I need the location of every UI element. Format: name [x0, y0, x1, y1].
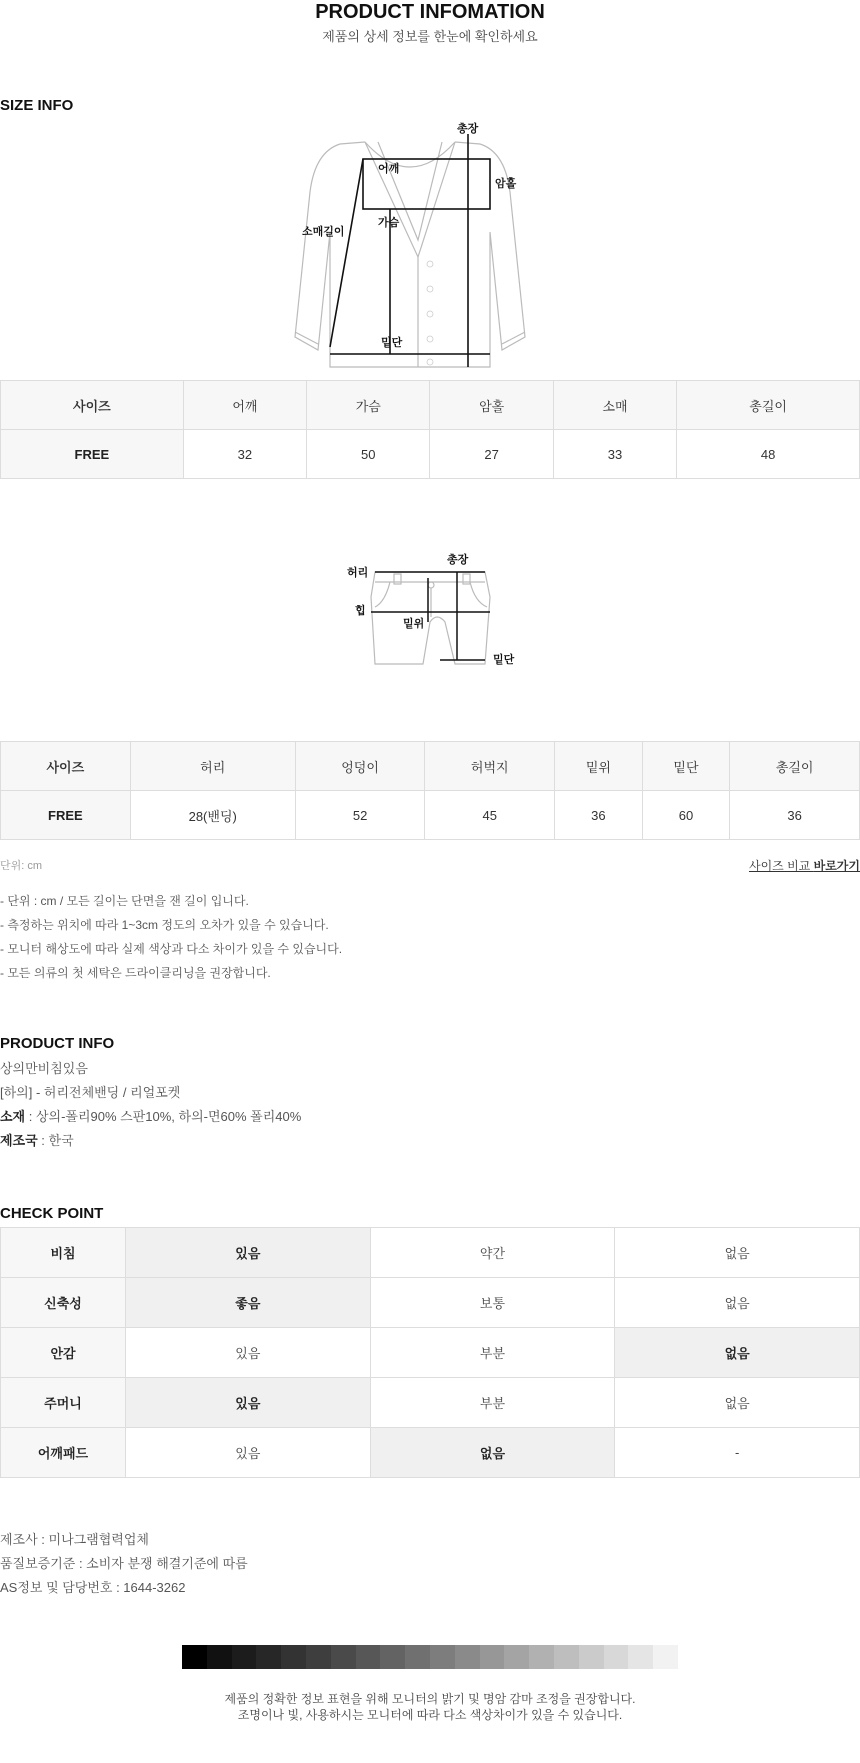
- grayscale-swatch: [405, 1645, 430, 1669]
- check-option: 없음: [615, 1278, 860, 1328]
- check-option: 보통: [370, 1278, 615, 1328]
- table-cell: FREE: [1, 430, 184, 479]
- table-header: 총길이: [677, 381, 860, 430]
- label-rise: 밑위: [403, 618, 425, 630]
- table-cell: 60: [642, 791, 730, 840]
- check-option: 있음: [126, 1378, 371, 1428]
- grayscale-swatch: [207, 1645, 232, 1669]
- origin-value: : 한국: [37, 1133, 74, 1148]
- grayscale-swatch: [653, 1645, 678, 1669]
- check-option: 없음: [370, 1428, 615, 1478]
- top-size-table: [0, 380, 860, 479]
- size-info-title: SIZE INFO: [0, 97, 74, 114]
- table-row: [1, 430, 860, 479]
- check-option: 있음: [126, 1428, 371, 1478]
- table-header: 가슴: [307, 381, 430, 430]
- grayscale-swatch: [430, 1645, 455, 1669]
- table-header: 암홀: [430, 381, 553, 430]
- label-chest: 가슴: [378, 217, 400, 229]
- label-armhole: 암홀: [495, 178, 517, 190]
- table-cell: 52: [295, 791, 425, 840]
- material-value: : 상의-폴리90% 스판10%, 하의-면60% 폴리40%: [25, 1109, 302, 1124]
- table-header: 사이즈: [1, 742, 131, 791]
- grayscale-swatch: [554, 1645, 579, 1669]
- maker-info: [0, 1528, 248, 1600]
- size-compare-link-bold: 바로가기: [813, 859, 860, 873]
- warranty-line: 품질보증기준 : 소비자 분쟁 해결기준에 따름: [0, 1556, 248, 1571]
- label-total-length: 총장: [457, 123, 479, 135]
- shorts-size-diagram: [345, 552, 520, 672]
- grayscale-swatch: [281, 1645, 306, 1669]
- grayscale-swatch: [529, 1645, 554, 1669]
- check-label: 주머니: [1, 1378, 126, 1428]
- table-header: 소매: [553, 381, 676, 430]
- grayscale-swatch: [182, 1645, 207, 1669]
- info-line: [하의] - 허리전체밴딩 / 리얼포켓: [0, 1085, 181, 1100]
- check-label: 신축성: [1, 1278, 126, 1328]
- note-line: - 모든 의류의 첫 세탁은 드라이클리닝을 권장합니다.: [0, 966, 271, 980]
- material-line: [0, 1105, 301, 1129]
- page-subtitle: 제품의 상세 정보를 한눈에 확인하세요: [322, 29, 538, 44]
- info-line: 상의만비침있음: [0, 1061, 88, 1076]
- table-cell: 33: [553, 430, 676, 479]
- check-option: 약간: [370, 1228, 615, 1278]
- check-option: 있음: [126, 1328, 371, 1378]
- check-point-title: CHECK POINT: [0, 1205, 104, 1222]
- table-header-row: [1, 381, 860, 430]
- table-cell: 27: [430, 430, 553, 479]
- grayscale-swatch: [628, 1645, 653, 1669]
- table-row: [1, 1378, 860, 1428]
- page-title: PRODUCT INFOMATION: [315, 1, 545, 23]
- footer-line: 제품의 정확한 정보 표현을 위해 모니터의 밝기 및 명암 감마 조정을 권장합니다.: [224, 1692, 636, 1706]
- grayscale-swatch: [232, 1645, 257, 1669]
- check-label: 어깨패드: [1, 1428, 126, 1478]
- table-cell: 28(밴딩): [130, 791, 295, 840]
- unit-note: 단위: cm: [0, 860, 43, 872]
- table-header: 허벅지: [425, 742, 555, 791]
- table-header: 엉덩이: [295, 742, 425, 791]
- label-waist: 허리: [347, 567, 369, 579]
- check-option: 부분: [370, 1378, 615, 1428]
- table-header: 총길이: [730, 742, 860, 791]
- label-shoulder: 어깨: [378, 163, 400, 175]
- label-hem: 밑단: [493, 654, 515, 666]
- check-label: 안감: [1, 1328, 126, 1378]
- label-hip: 힙: [355, 605, 366, 617]
- table-header: 사이즈: [1, 381, 184, 430]
- table-cell: FREE: [1, 791, 131, 840]
- footer-note: [0, 1691, 860, 1723]
- grayscale-swatch: [504, 1645, 529, 1669]
- table-cell: 45: [425, 791, 555, 840]
- grayscale-swatch: [356, 1645, 381, 1669]
- note-line: - 측정하는 위치에 따라 1~3cm 정도의 오차가 있을 수 있습니다.: [0, 918, 329, 932]
- grayscale-swatch: [455, 1645, 480, 1669]
- table-header: 밑단: [642, 742, 730, 791]
- table-row: [1, 791, 860, 840]
- grayscale-swatch: [380, 1645, 405, 1669]
- table-header: 밑위: [555, 742, 643, 791]
- check-label: 비침: [1, 1228, 126, 1278]
- footer-line: 조명이나 빛, 사용하시는 모니터에 따라 다소 색상차이가 있을 수 있습니다.: [237, 1708, 623, 1722]
- label-total-length: 총장: [447, 554, 469, 566]
- note-line: - 모니터 해상도에 따라 실제 색상과 다소 차이가 있을 수 있습니다.: [0, 942, 343, 956]
- as-info-line: AS정보 및 담당번호 : 1644-3262: [0, 1580, 186, 1595]
- origin-line: [0, 1129, 301, 1153]
- size-compare-link[interactable]: [749, 857, 860, 874]
- grayscale-swatch: [331, 1645, 356, 1669]
- table-row: [1, 1228, 860, 1278]
- manufacturer-line: 제조사 : 미나그램협력업체: [0, 1532, 149, 1547]
- table-row: [1, 1328, 860, 1378]
- grayscale-swatch: [604, 1645, 629, 1669]
- check-point-table: [0, 1227, 860, 1478]
- note-line: - 단위 : cm / 모든 길이는 단면을 잰 길이 입니다.: [0, 894, 249, 908]
- product-info-lines: [0, 1057, 301, 1153]
- grayscale-swatch: [256, 1645, 281, 1669]
- label-hem: 밑단: [381, 337, 403, 349]
- size-compare-link-prefix: 사이즈 비교: [748, 859, 814, 873]
- grayscale-swatch: [579, 1645, 604, 1669]
- size-notes: [0, 889, 342, 985]
- bottom-size-table: [0, 741, 860, 840]
- table-header-row: [1, 742, 860, 791]
- table-cell: 50: [307, 430, 430, 479]
- table-cell: 48: [677, 430, 860, 479]
- check-option: -: [615, 1428, 860, 1478]
- grayscale-calibration-bar: [182, 1645, 678, 1669]
- material-label: 소재: [0, 1109, 26, 1124]
- table-cell: 36: [730, 791, 860, 840]
- table-row: [1, 1278, 860, 1328]
- table-header: 어깨: [183, 381, 306, 430]
- check-option: 부분: [370, 1328, 615, 1378]
- check-option: 없음: [615, 1228, 860, 1278]
- grayscale-swatch: [480, 1645, 505, 1669]
- check-option: 없음: [615, 1328, 860, 1378]
- cardigan-size-diagram: [290, 122, 570, 372]
- table-cell: 36: [555, 791, 643, 840]
- check-option: 없음: [615, 1378, 860, 1428]
- label-sleeve: 소매길이: [302, 226, 345, 238]
- table-row: [1, 1428, 860, 1478]
- check-option: 좋음: [126, 1278, 371, 1328]
- product-info-title: PRODUCT INFO: [0, 1035, 115, 1052]
- table-cell: 32: [183, 430, 306, 479]
- origin-label: 제조국: [0, 1133, 38, 1148]
- grayscale-swatch: [306, 1645, 331, 1669]
- table-header: 허리: [130, 742, 295, 791]
- check-option: 있음: [126, 1228, 371, 1278]
